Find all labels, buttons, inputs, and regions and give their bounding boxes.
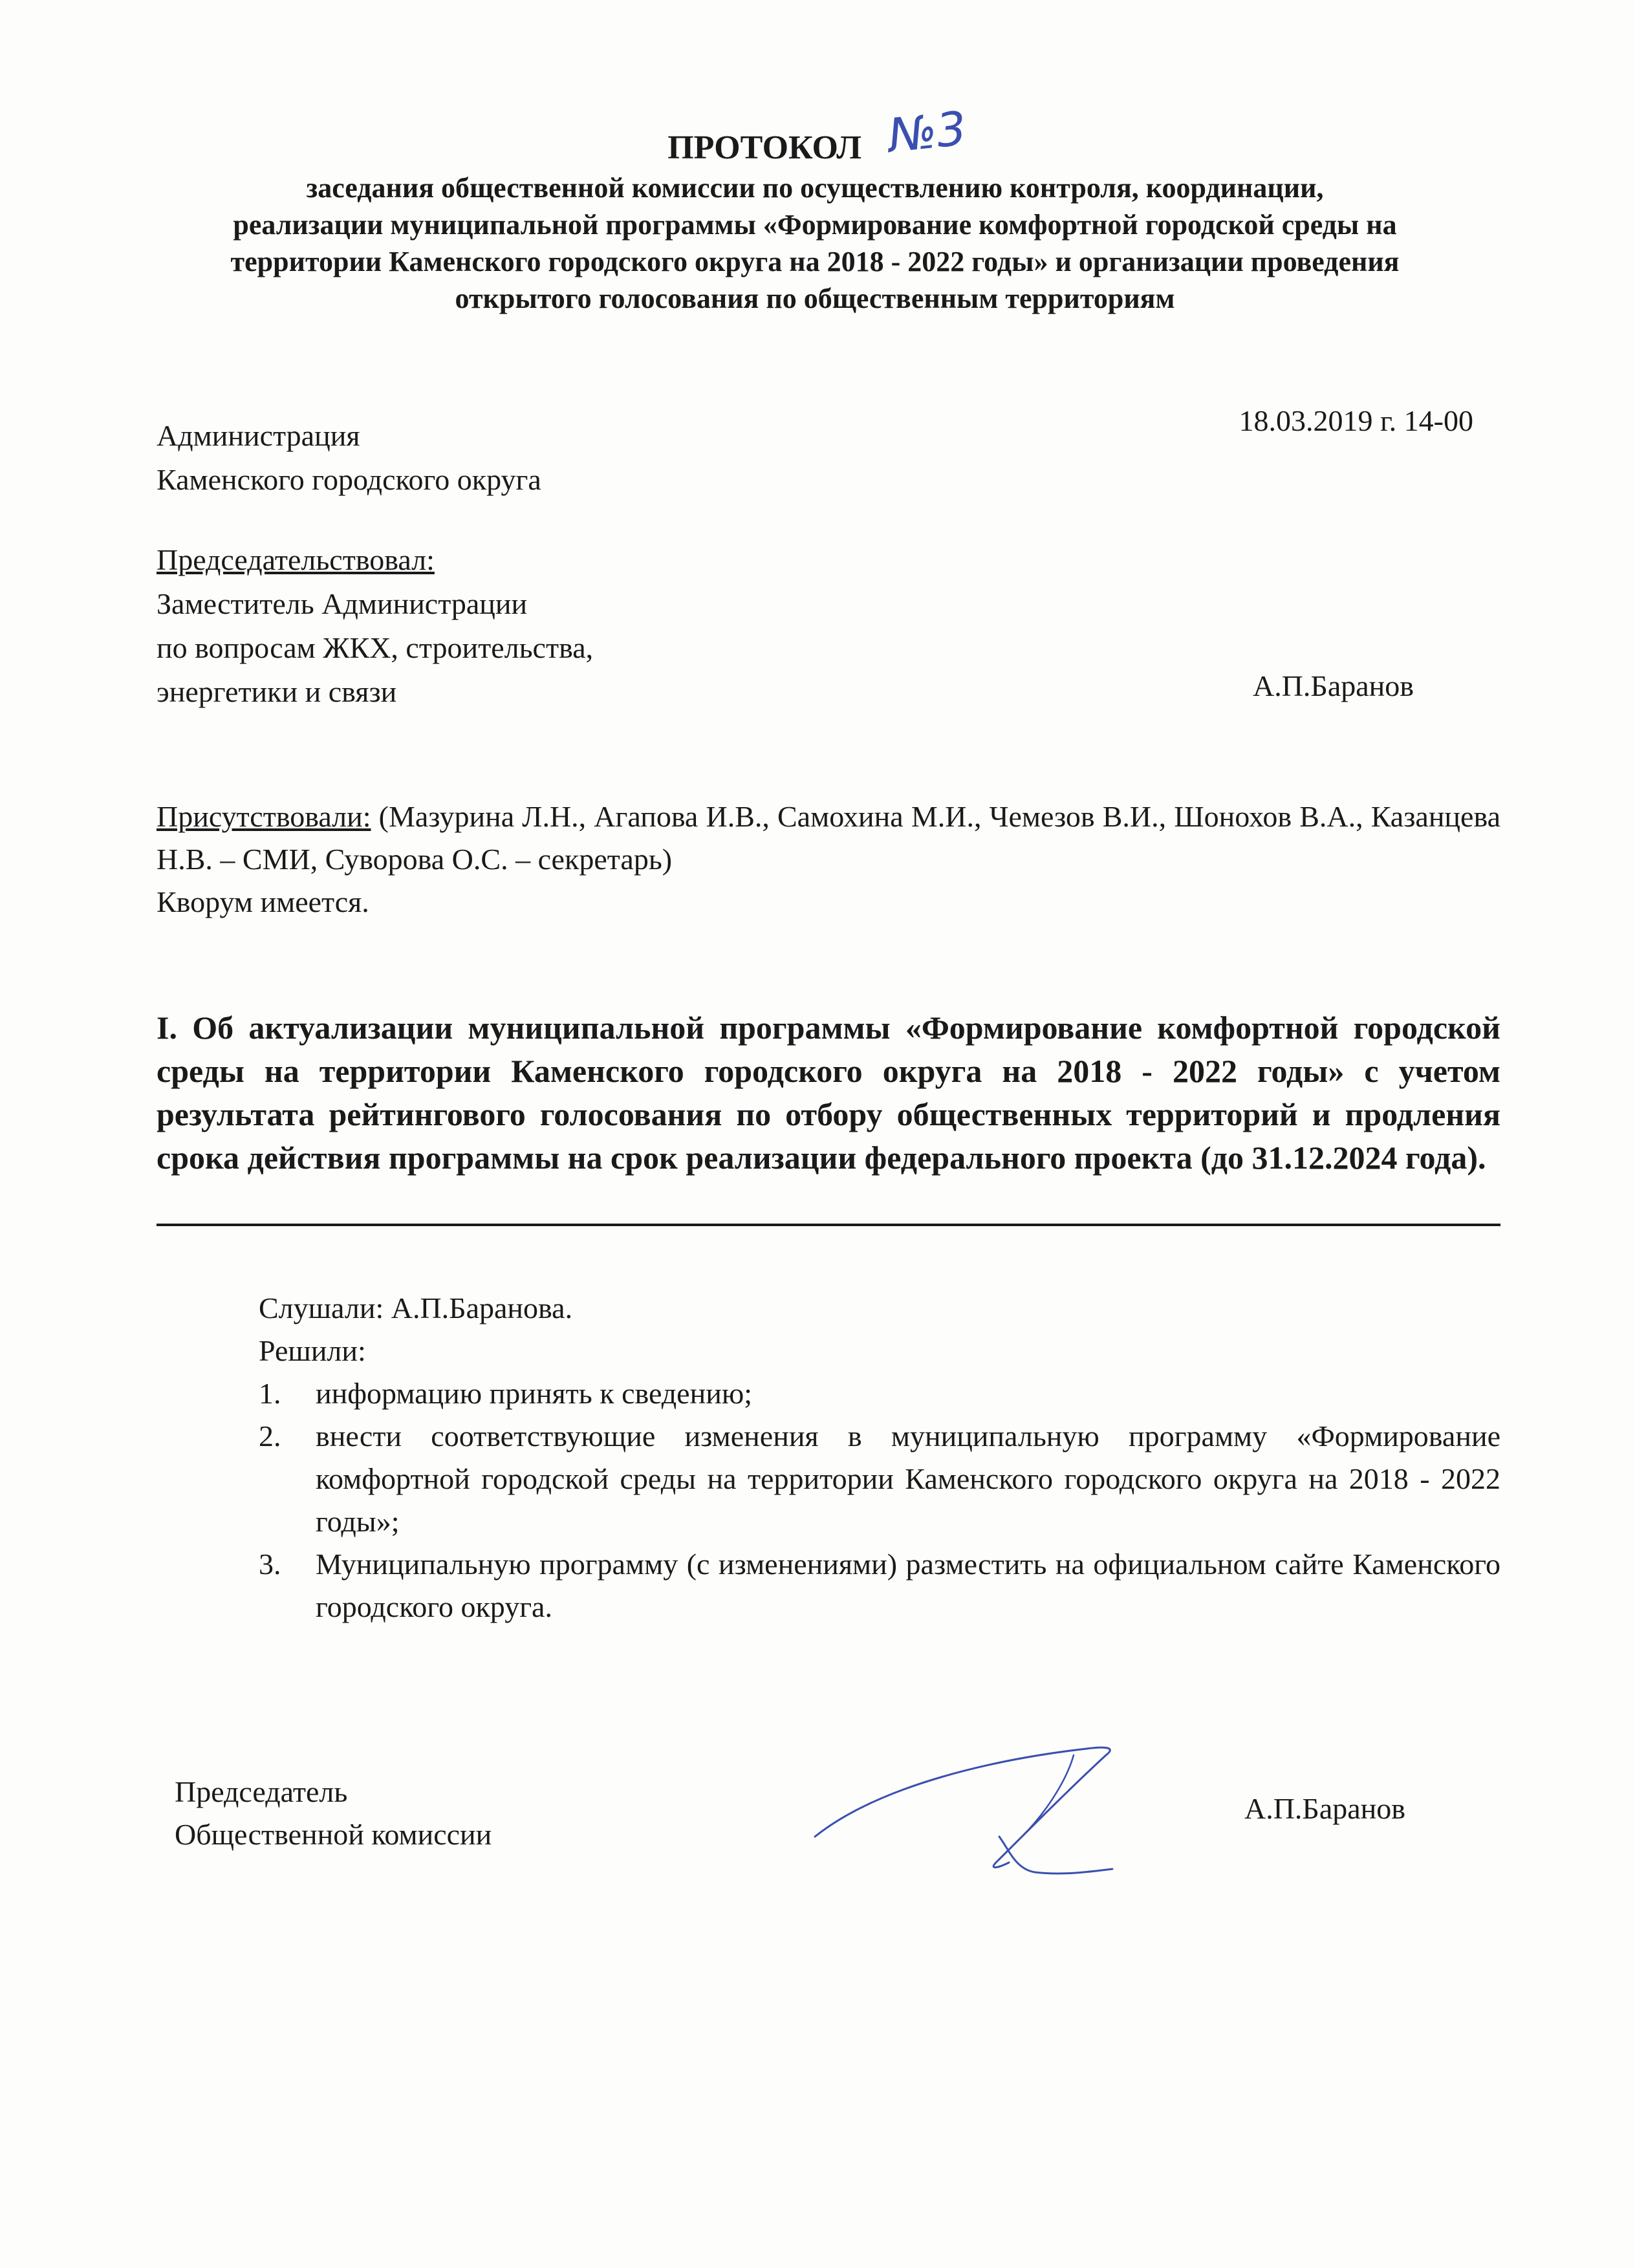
meeting-datetime: 18.03.2019 г. 14-00 (1239, 404, 1473, 437)
attendees-list: (Мазурина Л.Н., Агапова И.В., Самохина М.И., Чемезов В.И., Шонохов В.А., Казанцева Н.В. – СМИ, Суворова О.С. – секретарь) (157, 800, 1500, 876)
signatory-role (175, 1771, 492, 1856)
subtitle-line: открытого голосования по общественным территориям (455, 283, 1175, 314)
list-item-text: Муниципальную программу (с изменениями) разместить на официальном сайте Каменского городского округа. (316, 1548, 1500, 1623)
list-item (259, 1372, 1500, 1415)
list-item (259, 1415, 1500, 1543)
list-item-number: 3. (259, 1548, 281, 1581)
signatory-role-line: Председатель (175, 1775, 348, 1808)
decided-label: Решили: (259, 1334, 366, 1367)
heard-line: Слушали: А.П.Баранова. (259, 1291, 573, 1324)
section-divider (157, 1224, 1500, 1226)
signature-stroke (1022, 1755, 1074, 1837)
location-line: Администрация (157, 419, 360, 452)
attendees-label: Присутствовали: (157, 800, 371, 833)
document-header (0, 101, 1635, 169)
chairman-position-line: по вопросам ЖКХ, строительства, (157, 631, 594, 664)
quorum-statement: Кворум имеется. (157, 885, 369, 918)
signatory-role-line: Общественной комиссии (175, 1818, 492, 1851)
agenda-item-heading: I. Об актуализации муниципальной программы «Формирование комфортной городской среды на территории Каменского городского округа на 2018 - 2022 годы» с учетом результата рейтингового голосования по отбору общественных территорий и продления срока действия программы на срок реализации федерального проекта (до 31.12.2024 года). (157, 1010, 1500, 1176)
chaired-label: Председательствовал: (157, 543, 435, 576)
document-title: ПРОТОКОЛ (667, 129, 862, 166)
subtitle-line: территории Каменского городского округа на 2018 - 2022 годы» и организации проведения (230, 246, 1400, 277)
handwritten-protocol-number: №3 (885, 101, 969, 164)
signatory-name: А.П.Баранов (1244, 1792, 1405, 1825)
list-item-number: 2. (259, 1420, 281, 1453)
chairman-block (157, 538, 593, 714)
document-subtitle (155, 169, 1475, 317)
subtitle-line: реализации муниципальной программы «Формирование комфортной городской среды на (233, 209, 1397, 241)
handwritten-signature (802, 1740, 1216, 1882)
signature-stroke (815, 1747, 1110, 1867)
list-item-text: внести соответствующие изменения в муниципальную программу «Формирование комфортной городской среды на территории Каменского городского округа на 2018 - 2022 годы»; (316, 1420, 1500, 1538)
chairman-name: А.П.Баранов (1252, 669, 1414, 702)
attendees-block (157, 795, 1500, 923)
list-item-number: 1. (259, 1377, 281, 1410)
list-item (259, 1543, 1500, 1628)
decision-block (259, 1287, 1500, 1628)
decision-list (259, 1372, 1500, 1628)
list-item-text: информацию принять к сведению; (316, 1377, 752, 1410)
meeting-location (157, 414, 541, 502)
chairman-position-line: энергетики и связи (157, 675, 397, 708)
location-line: Каменского городского округа (157, 463, 541, 496)
chairman-position-line: Заместитель Администрации (157, 587, 528, 620)
subtitle-line: заседания общественной комиссии по осуществлению контроля, координации, (306, 172, 1324, 204)
